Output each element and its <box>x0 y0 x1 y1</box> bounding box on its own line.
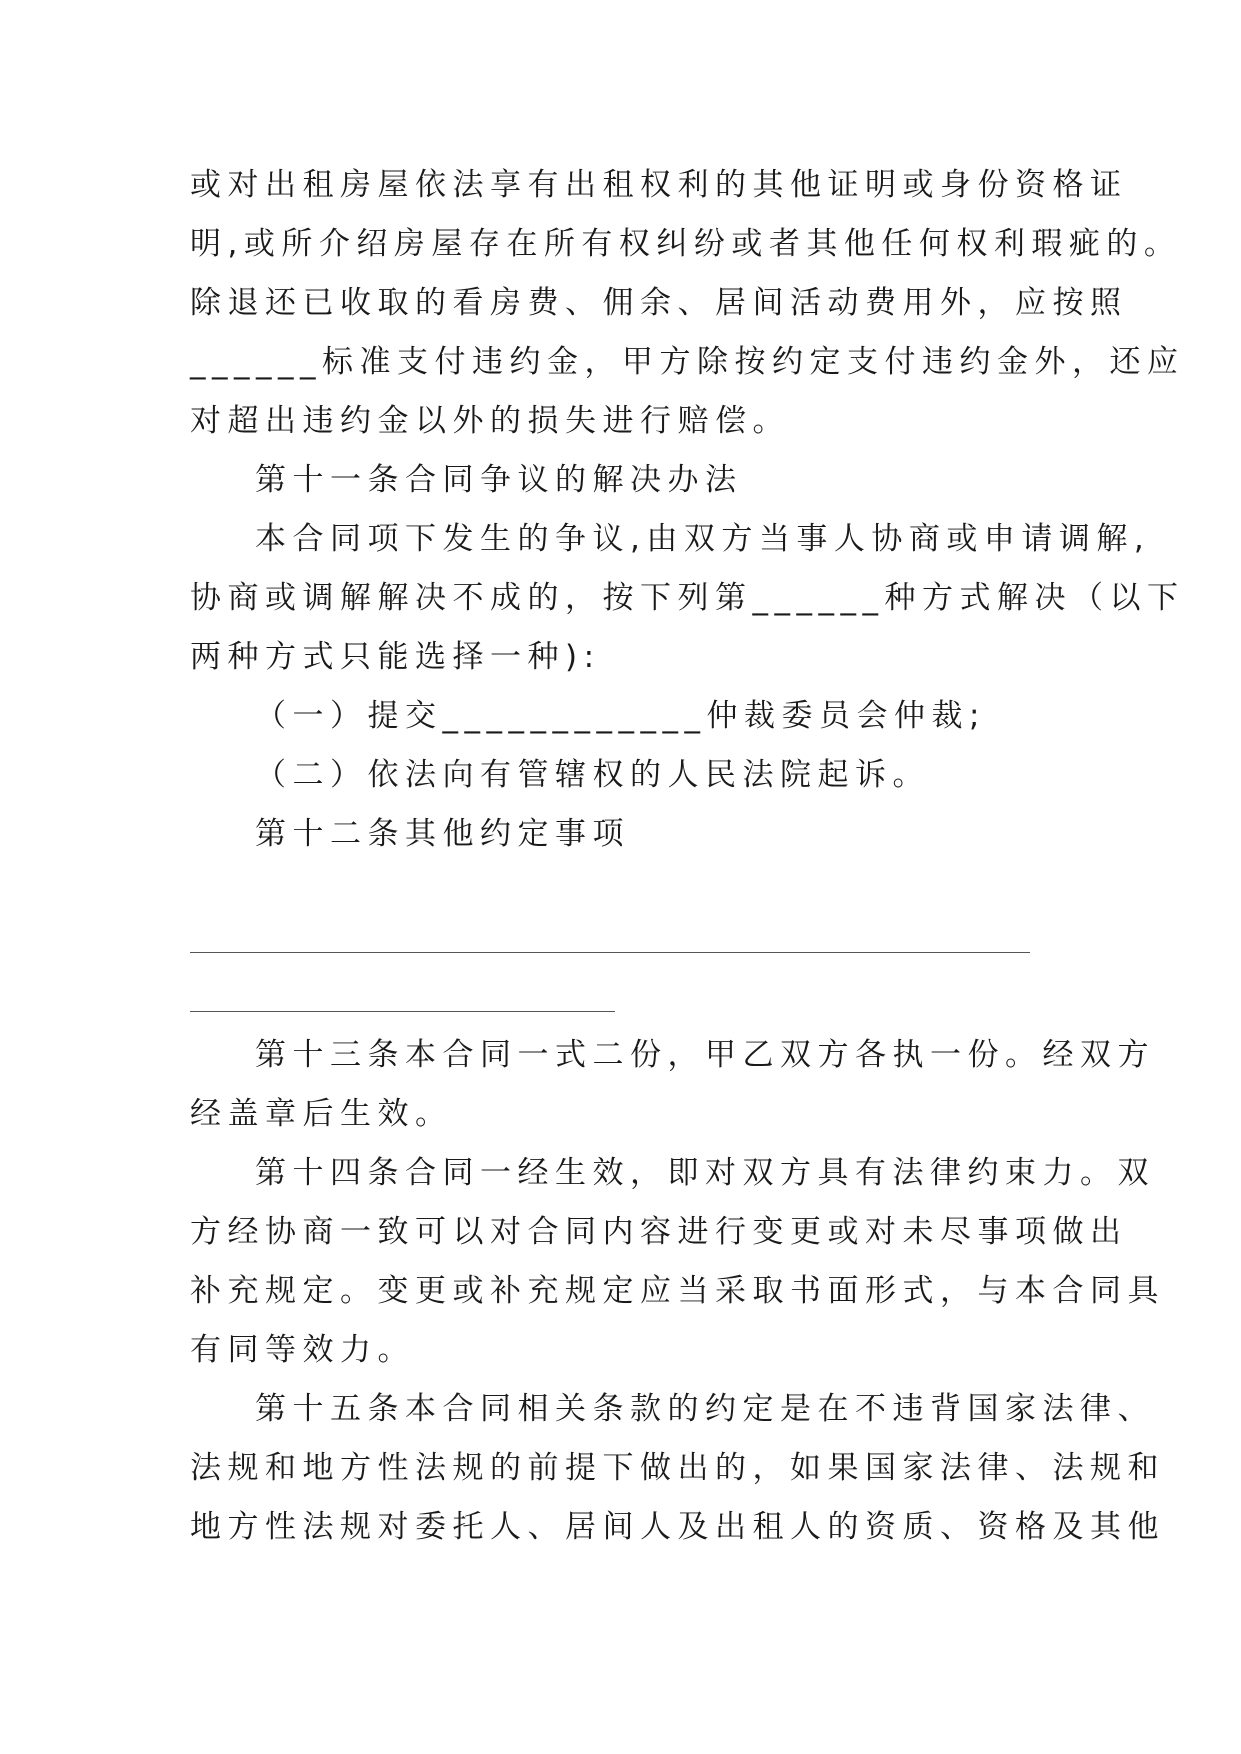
option-two: （二）依法向有管辖权的人民法院起诉。 <box>255 757 930 793</box>
paragraph-line: 补充规定。变更或补充规定应当采取书面形式，与本合同具 <box>190 1273 1165 1309</box>
paragraph-line: 法规和地方性法规的前提下做出的，如果国家法律、法规和 <box>190 1450 1165 1486</box>
paragraph-line: 有同等效力。 <box>190 1332 415 1368</box>
paragraph-line: 地方性法规对委托人、居间人及出租人的资质、资格及其他 <box>190 1509 1165 1545</box>
paragraph-line: 方经协商一致可以对合同内容进行变更或对未尽事项做出 <box>190 1214 1128 1250</box>
paragraph-line: 经盖章后生效。 <box>190 1096 453 1132</box>
section-heading-14: 第十四条合同一经生效，即对双方具有法律约束力。双 <box>255 1155 1155 1191</box>
paragraph-line: 协商或调解解决不成的，按下列第______种方式解决（以下 <box>190 580 1185 616</box>
fill-in-rule <box>190 1011 615 1012</box>
paragraph-line: 两种方式只能选择一种): <box>190 639 601 675</box>
paragraph-line: 本合同项下发生的争议,由双方当事人协商或申请调解, <box>255 521 1151 557</box>
paragraph-line: 明,或所介绍房屋存在所有权纠纷或者其他任何权利瑕疵的。 <box>190 226 1182 262</box>
section-heading-11: 第十一条合同争议的解决办法 <box>255 462 743 498</box>
paragraph-line: ______标准支付违约金，甲方除按约定支付违约金外，还应 <box>190 344 1185 380</box>
option-one: （一）提交____________仲裁委员会仲裁; <box>255 698 986 734</box>
paragraph-line: 或对出租房屋依法享有出租权利的其他证明或身份资格证 <box>190 167 1128 203</box>
paragraph-line: 对超出违约金以外的损失进行赔偿。 <box>190 403 790 439</box>
section-heading-12: 第十二条其他约定事项 <box>255 816 630 852</box>
paragraph-line: 除退还已收取的看房费、佣余、居间活动费用外，应按照 <box>190 285 1128 321</box>
fill-in-rule <box>190 952 1030 953</box>
section-heading-15: 第十五条本合同相关条款的约定是在不违背国家法律、 <box>255 1391 1155 1427</box>
section-heading-13: 第十三条本合同一式二份，甲乙双方各执一份。经双方 <box>255 1037 1155 1073</box>
